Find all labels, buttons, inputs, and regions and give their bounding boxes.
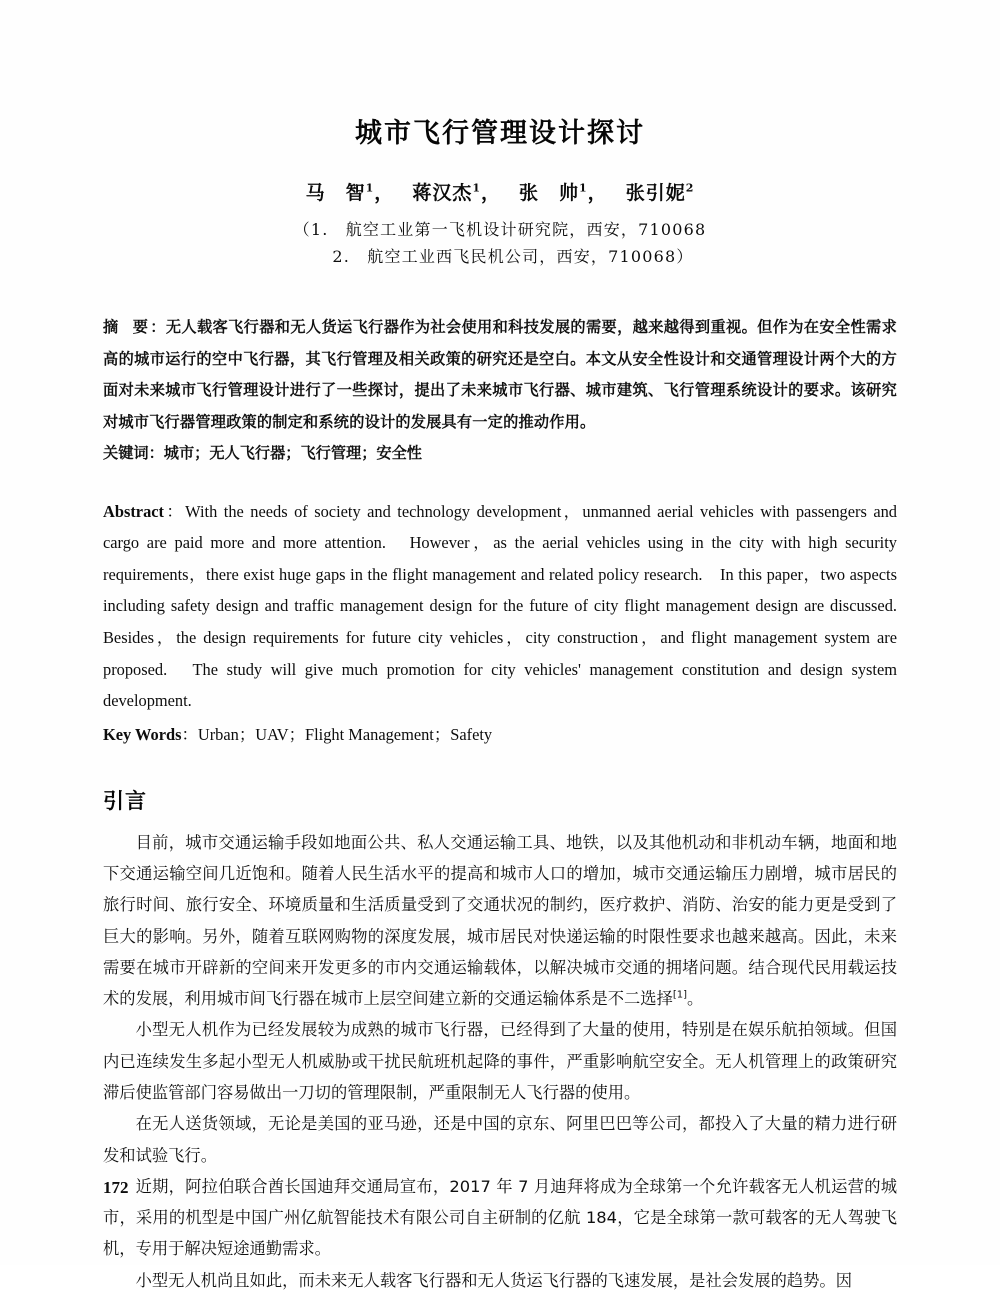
abstract-en-label: Abstract xyxy=(103,501,164,521)
author-sep-2: ， xyxy=(480,182,501,205)
author-4: 张引妮$^2$ xyxy=(625,182,695,205)
abstract-cn-colon: ： xyxy=(150,318,166,337)
abstract-cn-label: 摘 xyxy=(103,318,119,337)
abstract-en-text: With the needs of society and technology development，unmanned aerial vehicles with passengers and cargo are paid more and more attention. However，as the aerial vehicles using in the city with high security requirements，there exist huge gaps in the flight management and related policy research. In this paper，two aspects including safety design and traffic management design for the future of city flight management design are discussed. Besides，the design requirements for future city vehicles，city construction，and flight management system are proposed. The study will give much promotion for city vehicles' management constitution and design system development. xyxy=(103,501,914,711)
page-title: 城市飞行管理设计探讨 xyxy=(355,118,645,149)
author-1-affil-sup: 1 xyxy=(365,182,375,196)
paragraph-4: 近期，阿拉伯联合酋长国迪拜交通局宣布，2017 年 7 月迪拜将成为全球第一个允许载客无人机运营的城市，采用的机型是中国广州亿航智能技术有限公司自主研制的亿航 184，它是全球第一款可载客的无人驾驶飞机，专用于解决短途通勤需求。 xyxy=(103,1176,897,1259)
page-content xyxy=(103,0,914,1296)
paragraph-2: 小型无人机作为已经发展较为成熟的城市飞行器，已经得到了大量的使用，特别是在娱乐航拍领域。但国内已连续发生多起小型无人机威胁或干扰民航班机起降的事件，严重影响航空安全。无人机管理上的政策研究滞后使监管部门容易做出一刀切的管理限制，严重限制无人飞行器的使用。 xyxy=(103,1020,897,1103)
page-number: 172 xyxy=(103,1178,129,1197)
keywords-en-colon: ： xyxy=(181,725,198,745)
paragraph-5: 小型无人机尚且如此，而未来无人载客飞行器和无人货运飞行器的飞速发展，是社会发展的趋势。因 xyxy=(135,1270,852,1290)
abstract-en xyxy=(103,496,914,718)
affiliation-1: （1. 航空工业第一飞机设计研究院，西安，710068 xyxy=(293,220,707,240)
affiliation-2: 2. 航空工业西飞民机公司，西安，710068） xyxy=(332,246,694,266)
keywords-en xyxy=(103,719,897,751)
abstract-cn-text: 无人载客飞行器和无人货运飞行器作为社会使用和科技发展的需要，越来越得到重视。但作为在安全性需求高的城市运行的空中飞行器，其飞行管理及相关政策的研究还是空白。本文从安全性设计和交通管理设计两个大的方面对未来城市飞行管理设计进行了一些探讨，提出了未来城市飞行器、城市建筑、飞行管理系统设计的要求。该研究对城市飞行器管理政策的制定和系统的设计的发展具有一定的推动作用。 xyxy=(103,318,897,431)
author-2-affil-sup: 1 xyxy=(472,182,481,196)
author-sep-1: ， xyxy=(374,182,395,205)
section-body xyxy=(103,827,897,1296)
paragraph-1-tail: 。 xyxy=(687,989,704,1009)
keywords-en-text: Urban；UAV；Flight Management；Safety xyxy=(197,725,493,745)
abstract-en-colon: ： xyxy=(164,501,186,521)
affiliations xyxy=(103,217,897,270)
author-2: 蒋汉杰$^1$ xyxy=(412,182,481,205)
author-list xyxy=(103,178,897,205)
paragraph-1-text: 目前，城市交通运输手段如地面公共、私人交通运输工具、地铁，以及其他机动和非机动车辆，地面和地下交通运输空间几近饱和。随着人民生活水平的提高和城市人口的增加，城市交通运输压力剧增，城市居民的旅行时间、旅行安全、环境质量和生活质量受到了交通状况的制约，医疗救护、消防、治安的能力更是受到了巨大的影响。另外，随着互联网购物的深度发展，城市居民对快递运输的时限性要求也越来越高。因此，未来需要在城市开辟新的空间来开发更多的市内交通运输载体，以解决城市交通的拥堵问题。结合现代民用载运技术的发展，利用城市间飞行器在城市上层空间建立新的交通运输体系是不二选择 xyxy=(103,832,897,1009)
author-4-affil-sup: 2 xyxy=(685,182,695,196)
author-sep-3: ， xyxy=(587,182,608,205)
keywords-cn-label: 关键词 xyxy=(103,444,149,463)
keywords-cn xyxy=(103,438,897,469)
abstract-cn xyxy=(103,312,897,438)
citation-ref-1[interactable]: [1] xyxy=(672,989,688,1001)
keywords-cn-colon: ： xyxy=(148,444,164,463)
section-heading-introduction: 引言 xyxy=(103,788,147,813)
author-1: 马 智$^1$ xyxy=(305,182,375,205)
paragraph-1 xyxy=(103,827,897,1015)
title-block xyxy=(103,0,897,270)
keywords-cn-text: 城市；无人飞行器；飞行管理；安全性 xyxy=(163,444,422,463)
abstract-cn-label2: 要 xyxy=(132,318,149,337)
keywords-en-label: Key Words xyxy=(103,725,182,745)
author-3: 张 帅$^1$ xyxy=(519,182,588,205)
paragraph-3: 在无人送货领域，无论是美国的亚马逊，还是中国的京东、阿里巴巴等公司，都投入了大量的精力进行研发和试验飞行。 xyxy=(103,1114,897,1165)
author-3-affil-sup: 1 xyxy=(579,182,588,196)
